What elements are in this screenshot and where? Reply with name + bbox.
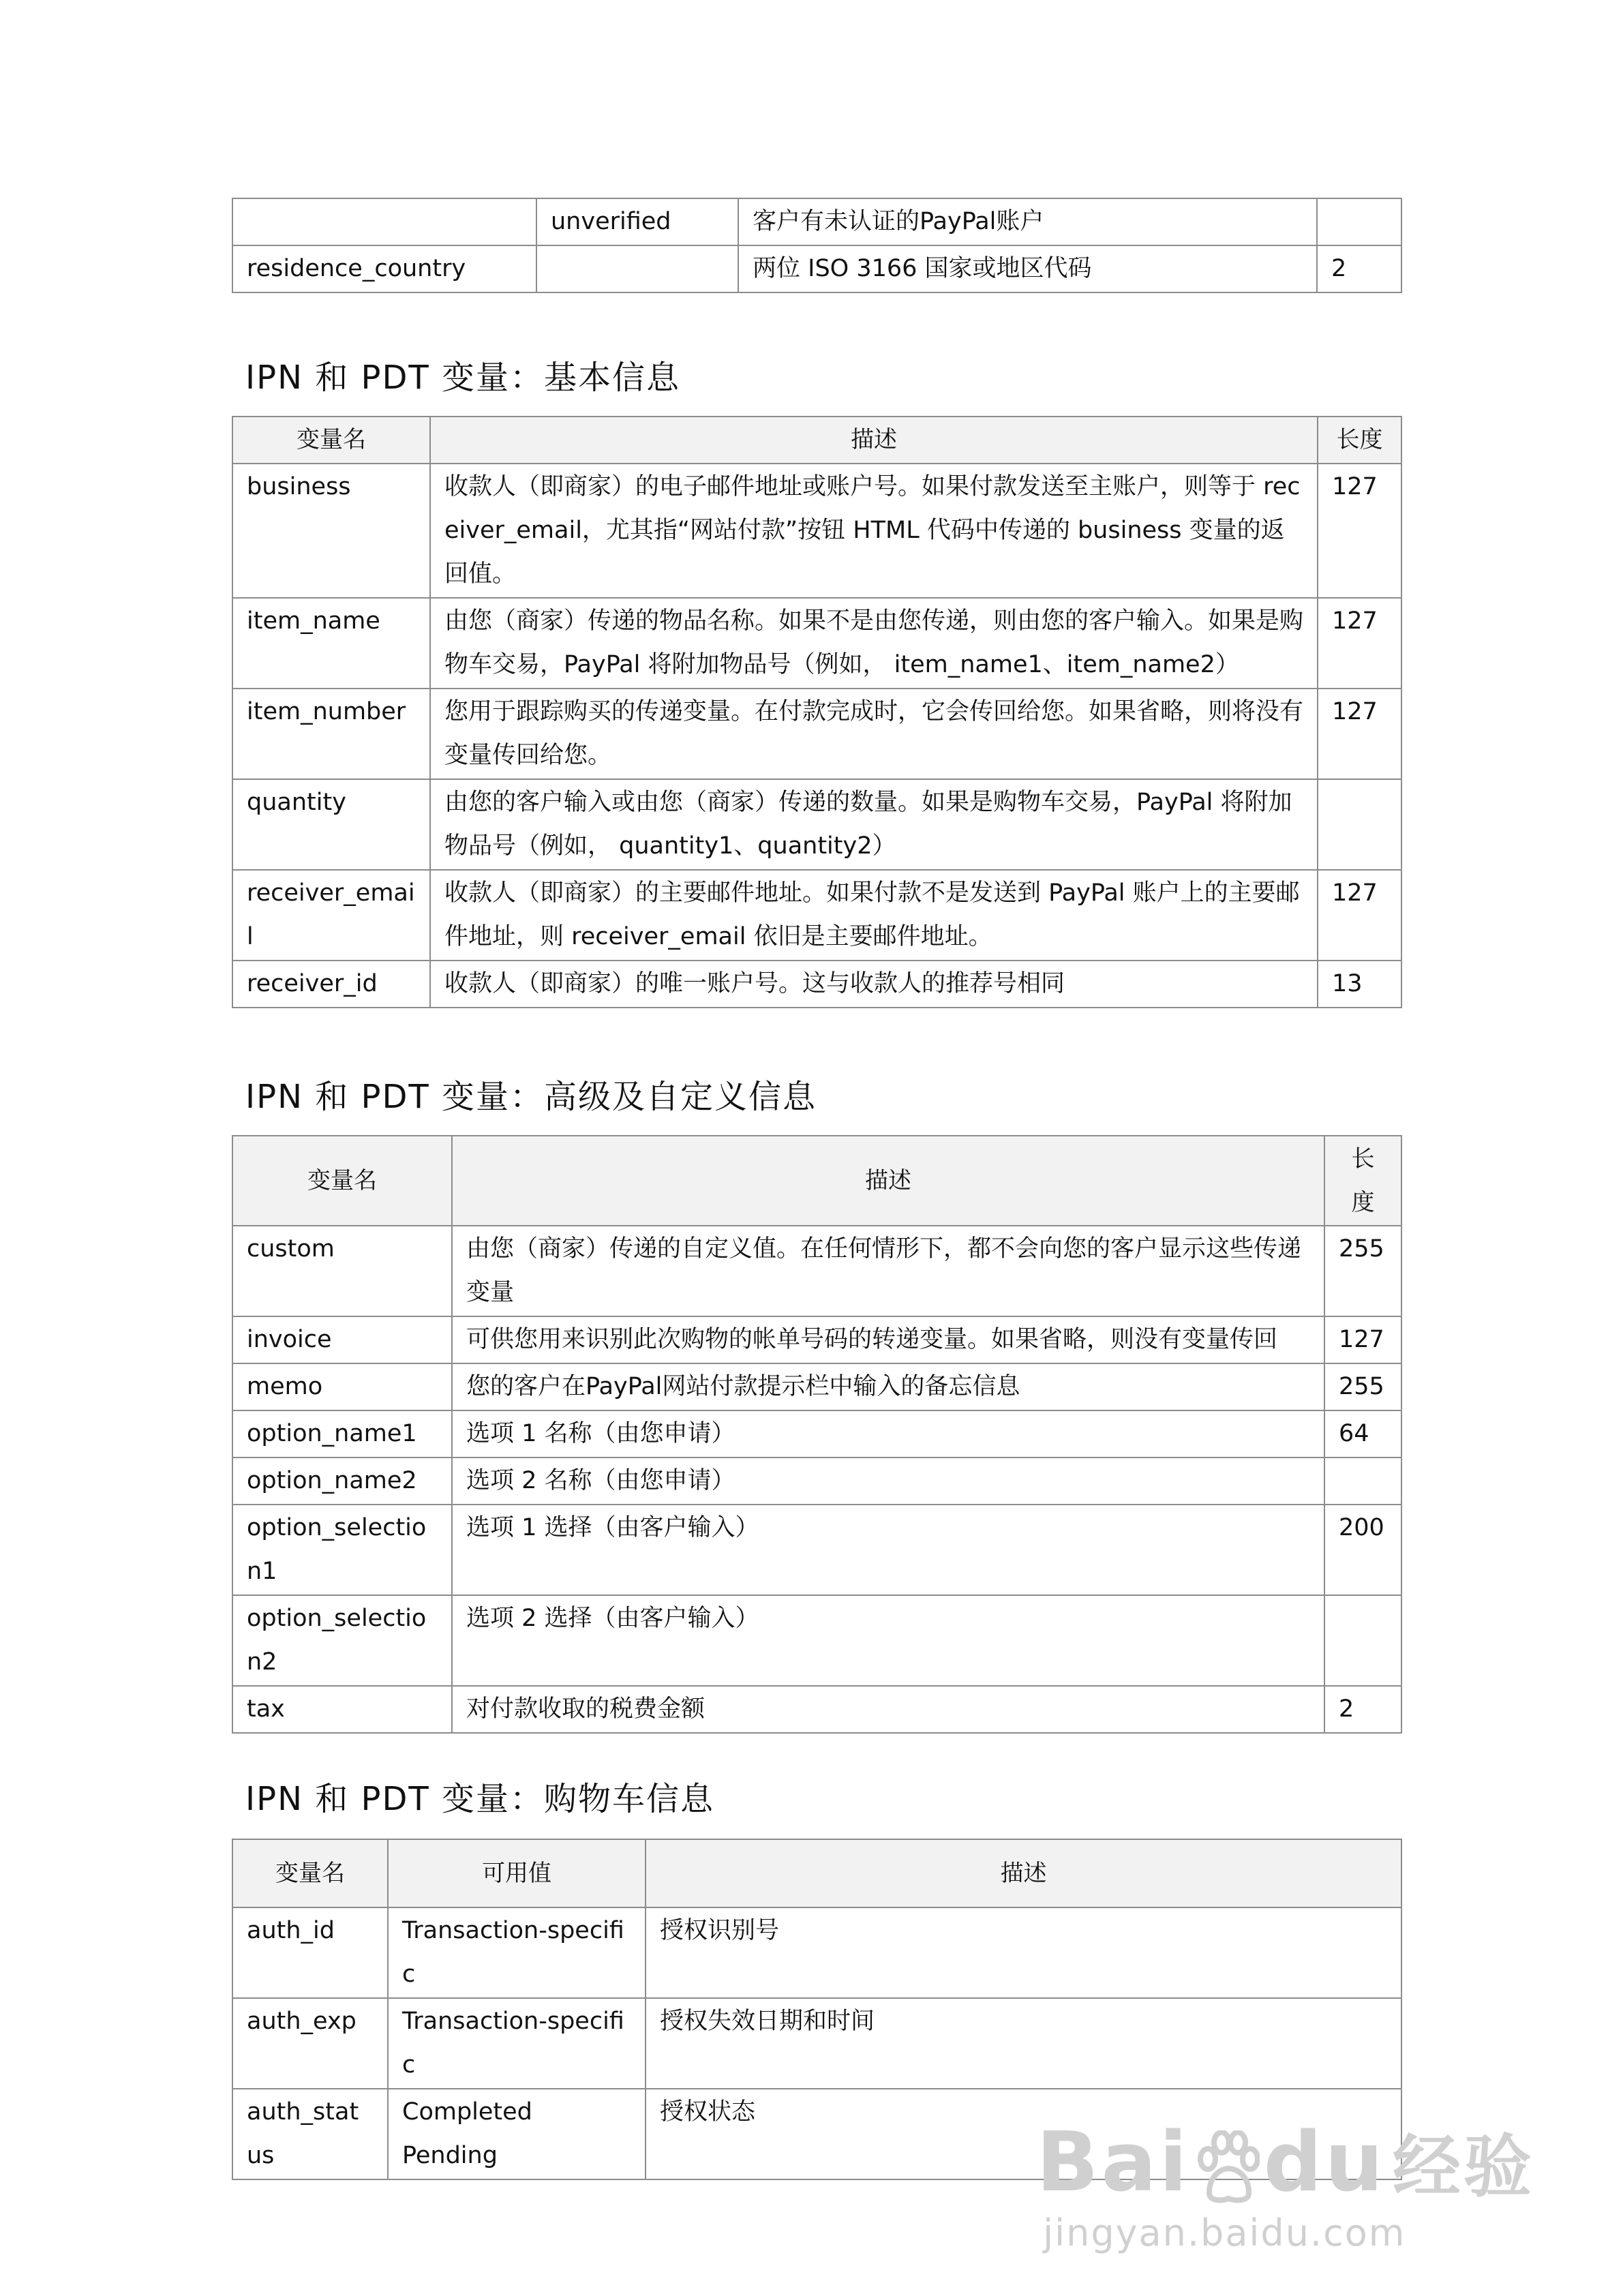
cell-name: receiver_email: [232, 870, 430, 961]
cell-value: [536, 245, 738, 292]
cell-name: custom: [232, 1226, 452, 1316]
cell-desc: 收款人（即商家）的电子邮件地址或账户号。如果付款发送至主账户，则等于 receiver_email，尤其指“网站付款”按钮 HTML 代码中传递的 business 变量的返回值。: [430, 464, 1318, 598]
watermark-brand: [1036, 2115, 1534, 2211]
cell-desc: 由您（商家）传递的自定义值。在任何情形下，都不会向您的客户显示这些传递变量: [452, 1226, 1324, 1316]
cell-name: auth_status: [232, 2089, 388, 2179]
cell-name: [232, 198, 536, 245]
table-row: [232, 1316, 1401, 1363]
cell-len: 255: [1324, 1363, 1401, 1410]
cell-len: [1324, 1595, 1401, 1686]
section-title-advanced: IPN 和 PDT 变量：高级及自定义信息: [245, 1078, 817, 1116]
table-row: [232, 1907, 1401, 1998]
cell-name: option_name2: [232, 1457, 452, 1505]
cell-len: [1324, 1457, 1401, 1505]
cell-len: 127: [1324, 1316, 1401, 1363]
cell-name: quantity: [232, 779, 430, 870]
table-row: [232, 245, 1401, 292]
cell-desc: 您的客户在PayPal网站付款提示栏中输入的备忘信息: [452, 1363, 1324, 1410]
header-row: [232, 1136, 1401, 1226]
header-name: 变量名: [232, 1136, 452, 1226]
cell-len: 127: [1318, 464, 1401, 598]
header-name: 变量名: [232, 417, 430, 464]
table-row: [232, 1998, 1401, 2089]
table-row: [232, 689, 1401, 779]
cell-len: 2: [1317, 245, 1401, 292]
table-row: [232, 779, 1401, 870]
cell-name: option_selection1: [232, 1505, 452, 1595]
section-title-cart: IPN 和 PDT 变量：购物车信息: [245, 1780, 715, 1818]
cell-desc: 对付款收取的税费金额: [452, 1686, 1324, 1733]
cell-desc: 您用于跟踪购买的传递变量。在付款完成时，它会传回给您。如果省略，则将没有变量传回给您。: [430, 689, 1318, 779]
cell-name: auth_exp: [232, 1998, 388, 2089]
cell-desc: 由您的客户输入或由您（商家）传递的数量。如果是购物车交易，PayPal 将附加物品号（例如， quantity1、quantity2）: [430, 779, 1318, 870]
table-row: [232, 1226, 1401, 1316]
cell-len: 127: [1318, 870, 1401, 961]
table-row: [232, 198, 1401, 245]
header-value: 可用值: [388, 1839, 646, 1907]
table-row: [232, 1505, 1401, 1595]
cell-desc: 客户有未认证的PayPal账户: [738, 198, 1317, 245]
cell-len: 127: [1318, 598, 1401, 689]
watermark-cn: 经验: [1393, 2127, 1534, 2207]
cell-value: Transaction-specific: [388, 1907, 646, 1998]
value-line-1: Completed: [402, 2098, 532, 2126]
cell-desc: 授权失效日期和时间: [646, 1998, 1401, 2089]
cell-len: [1317, 198, 1401, 245]
cell-desc: 选项 1 名称（由您申请）: [452, 1410, 1324, 1457]
cell-desc: 选项 2 名称（由您申请）: [452, 1457, 1324, 1505]
table-row: [232, 961, 1401, 1008]
cell-name: business: [232, 464, 430, 598]
basic-info-table: [232, 416, 1402, 1008]
table-row: [232, 1595, 1401, 1686]
table-row: [232, 1410, 1401, 1457]
cell-len: 64: [1324, 1410, 1401, 1457]
cell-name: auth_id: [232, 1907, 388, 1998]
cell-name: option_name1: [232, 1410, 452, 1457]
table-row: [232, 464, 1401, 598]
table-row: [232, 1686, 1401, 1733]
header-len: 长度: [1324, 1136, 1401, 1226]
top-table: [232, 198, 1402, 293]
cell-len: 13: [1318, 961, 1401, 1008]
cell-desc: 可供您用来识别此次购物的帐单号码的转递变量。如果省略，则没有变量传回: [452, 1316, 1324, 1363]
cell-name: memo: [232, 1363, 452, 1410]
watermark-url: jingyan.baidu.com: [1043, 2211, 1406, 2254]
cell-value: Transaction-specific: [388, 1998, 646, 2089]
table-row: [232, 1457, 1401, 1505]
watermark-brand-text-2: du: [1263, 2115, 1386, 2210]
baidu-jingyan-watermark: [1036, 2115, 1534, 2255]
cell-value: unverified: [536, 198, 738, 245]
header-desc: 描述: [452, 1136, 1324, 1226]
section-title-basic: IPN 和 PDT 变量：基本信息: [245, 359, 681, 397]
header-row: [232, 1839, 1401, 1907]
header-name: 变量名: [232, 1839, 388, 1907]
cell-desc: 选项 1 选择（由客户输入）: [452, 1505, 1324, 1595]
cell-len: 2: [1324, 1686, 1401, 1733]
cell-desc: 授权状态: [646, 2089, 1401, 2179]
cell-desc: 由您（商家）传递的物品名称。如果不是由您传递，则由您的客户输入。如果是购物车交易，PayPal 将附加物品号（例如， item_name1、item_name2）: [430, 598, 1318, 689]
cell-name: receiver_id: [232, 961, 430, 1008]
cell-desc: 授权识别号: [646, 1907, 1401, 1998]
watermark-brand-text: Bai: [1036, 2115, 1190, 2210]
cell-len: 127: [1318, 689, 1401, 779]
cell-len: 200: [1324, 1505, 1401, 1595]
table-row: [232, 598, 1401, 689]
cell-desc: 选项 2 选择（由客户输入）: [452, 1595, 1324, 1686]
header-desc: 描述: [430, 417, 1318, 464]
table-row: [232, 870, 1401, 961]
cell-len: 255: [1324, 1226, 1401, 1316]
cell-name: invoice: [232, 1316, 452, 1363]
header-desc: 描述: [646, 1839, 1401, 1907]
paw-icon: [1194, 2130, 1260, 2205]
value-line-2: Pending: [402, 2142, 498, 2169]
cell-name: item_number: [232, 689, 430, 779]
cell-desc: 两位 ISO 3166 国家或地区代码: [738, 245, 1317, 292]
cell-value: [388, 2089, 646, 2179]
cell-name: option_selection2: [232, 1595, 452, 1686]
cell-name: residence_country: [232, 245, 536, 292]
header-len: 长度: [1318, 417, 1401, 464]
cell-name: tax: [232, 1686, 452, 1733]
cell-desc: 收款人（即商家）的主要邮件地址。如果付款不是发送到 PayPal 账户上的主要邮件地址，则 receiver_email 依旧是主要邮件地址。: [430, 870, 1318, 961]
cell-desc: 收款人（即商家）的唯一账户号。这与收款人的推荐号相同: [430, 961, 1318, 1008]
cell-len: [1318, 779, 1401, 870]
advanced-info-table: [232, 1135, 1402, 1734]
cell-name: item_name: [232, 598, 430, 689]
header-row: [232, 417, 1401, 464]
table-row: [232, 1363, 1401, 1410]
